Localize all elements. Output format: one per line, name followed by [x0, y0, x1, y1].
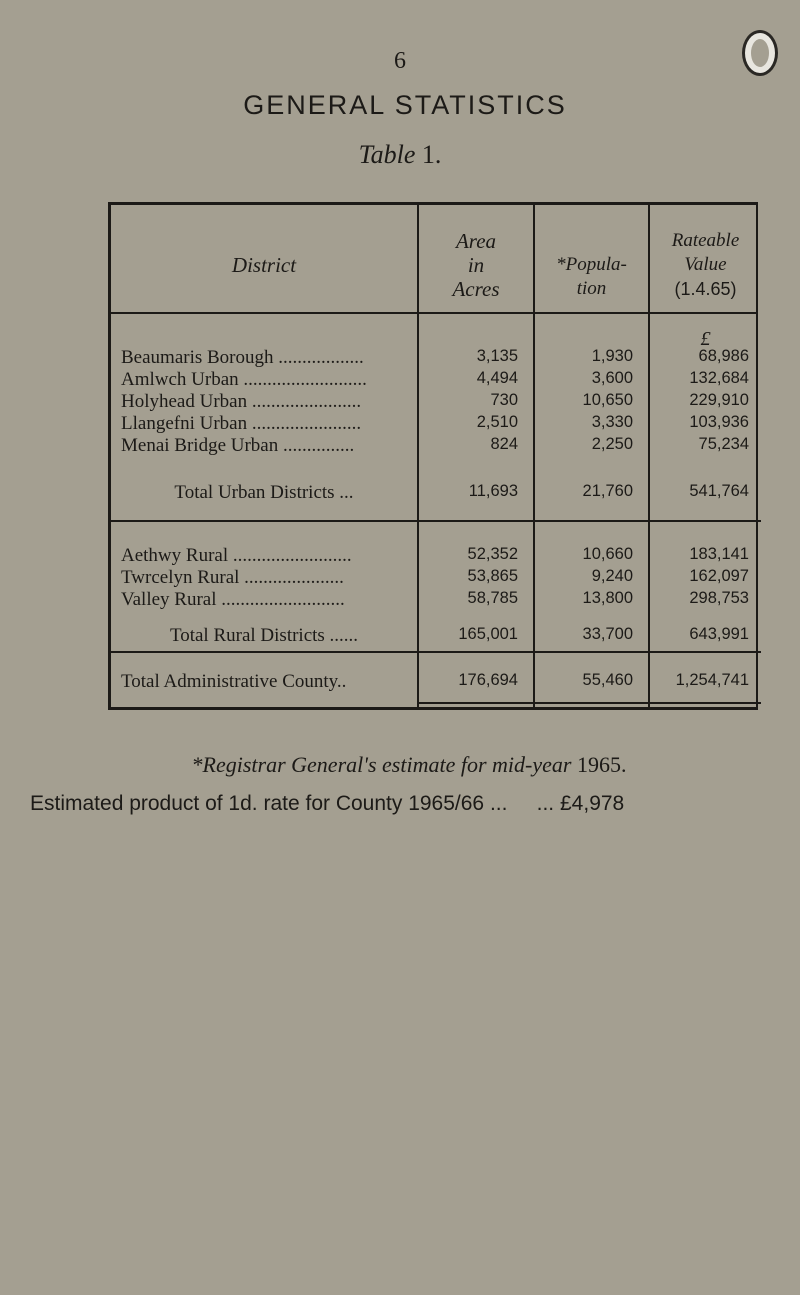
table-row — [111, 391, 761, 413]
population-value: 9,240 — [591, 567, 633, 585]
area-value: 58,785 — [467, 589, 518, 607]
area-value: 824 — [490, 435, 518, 453]
rateable-value: 68,986 — [698, 347, 749, 365]
header-rule — [111, 312, 756, 314]
header-area-line3: Acres — [452, 277, 500, 301]
population-value: 2,250 — [591, 435, 633, 453]
table-row — [111, 369, 761, 391]
total-row — [111, 482, 761, 504]
section-rule — [111, 520, 417, 522]
rateable-value: 183,141 — [689, 545, 749, 563]
population-value: 1,930 — [591, 347, 633, 365]
estimate-label: Estimated product of 1d. rate for County 1965/66 ... — [30, 792, 508, 815]
rateable-value: 75,234 — [698, 435, 749, 453]
header-rateable-value — [650, 229, 761, 301]
section-rule — [417, 520, 761, 522]
table-caption-label: Table — [358, 140, 416, 169]
area-value: 2,510 — [476, 413, 518, 431]
population-footnote — [0, 752, 800, 778]
total-row — [111, 625, 761, 647]
rateable-value: 162,097 — [689, 567, 749, 585]
area-value: 3,135 — [476, 347, 518, 365]
district-name: Amlwch Urban .......................... — [121, 369, 367, 390]
area-value: 4,494 — [476, 369, 518, 387]
footnote-text: *Registrar General's estimate for mid-year — [191, 752, 572, 777]
population-value: 10,650 — [582, 391, 633, 409]
estimate-leader: ... — [536, 792, 555, 815]
header-rateable-line2: Value — [684, 254, 727, 275]
population-value: 13,800 — [582, 589, 633, 607]
rateable-value: 103,936 — [689, 413, 749, 431]
area-value: 52,352 — [467, 545, 518, 563]
population-value: 10,660 — [582, 545, 633, 563]
district-name: Twrcelyn Rural ..................... — [121, 567, 344, 588]
table-row — [111, 413, 761, 435]
table-caption-number: 1. — [421, 140, 442, 169]
table-caption — [0, 140, 800, 170]
population-value: 21,760 — [582, 482, 633, 500]
table-row — [111, 545, 761, 567]
header-area — [419, 229, 533, 301]
district-name: Beaumaris Borough .................. — [121, 347, 364, 368]
header-rateable-line1: Rateable — [671, 230, 740, 251]
statistics-table — [108, 202, 758, 710]
population-value: 33,700 — [582, 625, 633, 643]
area-value: 11,693 — [468, 482, 518, 500]
district-name: Menai Bridge Urban ............... — [121, 435, 355, 456]
total-label: Total Urban Districts ... — [174, 482, 354, 503]
header-population-line2: tion — [576, 278, 607, 299]
currency-symbol: £ — [700, 328, 711, 350]
district-name: Valley Rural .......................... — [121, 589, 345, 610]
rateable-value: 229,910 — [689, 391, 749, 409]
grand-total-row — [111, 671, 761, 693]
header-population — [535, 253, 648, 301]
table-row — [111, 435, 761, 457]
estimate-value: £4,978 — [560, 792, 625, 815]
binding-hole-mark — [742, 30, 778, 76]
section-rule — [417, 651, 761, 653]
page-title: GENERAL STATISTICS — [243, 90, 567, 120]
footnote-year: 1965. — [576, 752, 627, 777]
district-name: Llangefni Urban ....................... — [121, 413, 362, 434]
rate-estimate-line — [30, 792, 800, 816]
population-value: 55,460 — [582, 671, 633, 689]
section-rule — [111, 651, 417, 653]
rateable-value: 541,764 — [689, 482, 749, 500]
rateable-value: 643,991 — [689, 625, 749, 643]
population-value: 3,600 — [591, 369, 633, 387]
rateable-value: 1,254,741 — [675, 671, 749, 689]
header-area-line1: Area — [455, 229, 497, 253]
header-population-line1: *Popula- — [556, 254, 627, 275]
rateable-value: 132,684 — [689, 369, 749, 387]
table-row — [111, 347, 761, 369]
district-name: Aethwy Rural ......................... — [121, 545, 352, 566]
header-district: District — [231, 253, 297, 277]
area-value: 730 — [490, 391, 518, 409]
grand-total-label: Total Administrative County.. — [121, 671, 347, 692]
header-area-line2: in — [467, 253, 485, 277]
area-value: 53,865 — [467, 567, 518, 585]
page-number: 6 — [394, 48, 406, 74]
rateable-value: 298,753 — [689, 589, 749, 607]
district-name: Holyhead Urban ....................... — [121, 391, 362, 412]
area-value: 176,694 — [458, 671, 518, 689]
total-label: Total Rural Districts ...... — [169, 625, 359, 646]
table-row — [111, 567, 761, 589]
header-rateable-line3: (1.4.65) — [674, 279, 737, 299]
area-value: 165,001 — [458, 625, 518, 643]
population-value: 3,330 — [591, 413, 633, 431]
table-row — [111, 589, 761, 611]
section-rule — [417, 702, 761, 704]
